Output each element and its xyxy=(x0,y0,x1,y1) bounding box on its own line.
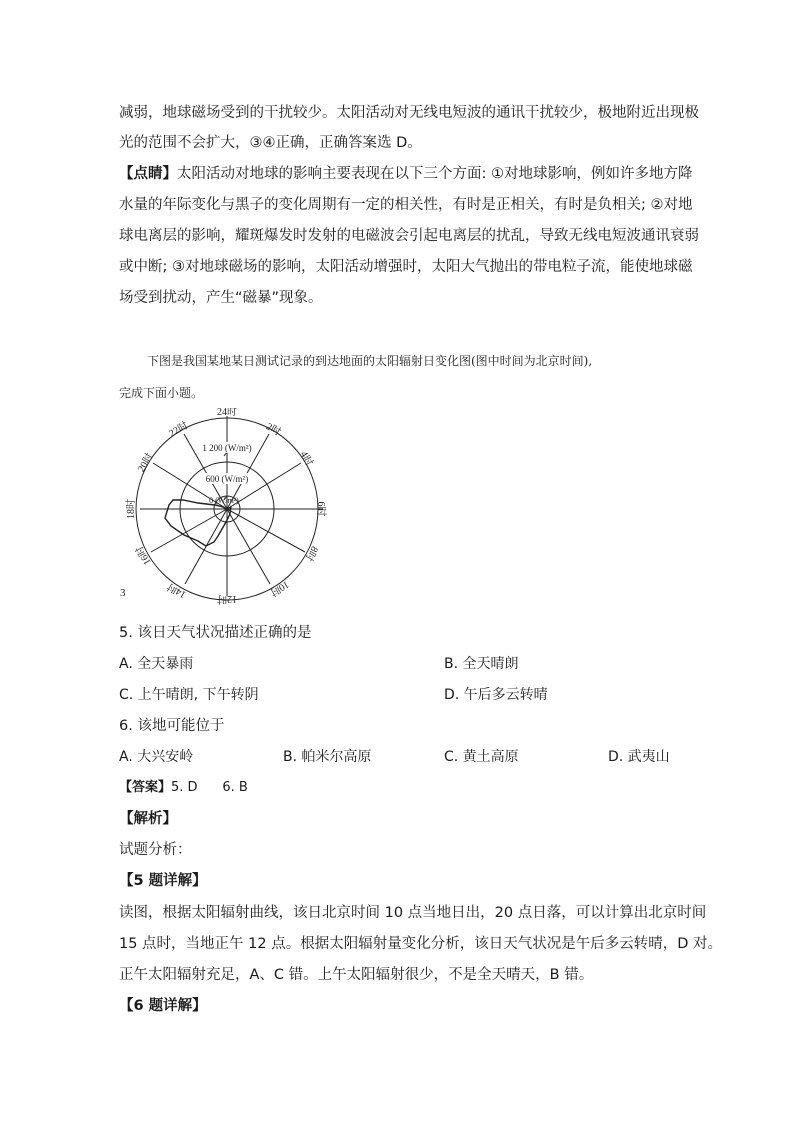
tip-line: 水量的年际变化与黑子的变化周期有一定的相关性，有时是正相关，有时是负相关; ②对地 xyxy=(119,197,693,213)
option-a: A. 全天暴雨 xyxy=(119,656,194,672)
tip-label: 【点睛】 xyxy=(119,166,177,182)
ring-label-1200: 1 200 (W/m²) xyxy=(202,443,252,453)
tip-line xyxy=(119,164,693,184)
option-d: D. 武夷山 xyxy=(608,749,670,765)
hour-label: 4时 xyxy=(297,449,315,468)
option-a: A. 大兴安岭 xyxy=(119,749,194,765)
question-stem: 5. 该日天气状况描述正确的是 xyxy=(119,625,312,641)
question-intro-line: 完成下面小题。 xyxy=(119,386,204,400)
hour-label: 12时 xyxy=(217,593,237,604)
question-intro-line: 下图是我国某地某日测试记录的到达地面的太阳辐射日变化图(图中时间为北京时间), xyxy=(147,354,593,368)
hour-axis-8 xyxy=(227,509,305,552)
hour-label: 8时 xyxy=(302,544,320,563)
corner-mark: 3 xyxy=(120,587,126,599)
option-d: D. 午后多云转晴 xyxy=(444,687,548,703)
answer-label: 【答案】 xyxy=(119,780,172,795)
hour-label: 16时 xyxy=(134,543,154,567)
answer-text: 5. D 6. B xyxy=(171,780,248,795)
hour-label: 24时 xyxy=(217,408,237,418)
option-b: B. 帕米尔高原 xyxy=(283,749,372,765)
q5-detail-label: 【5 题详解】 xyxy=(119,873,207,889)
analysis-line: 正午太阳辐射充足，A、C 错。上午太阳辐射很少，不是全天晴天，B 错。 xyxy=(119,967,594,983)
option-b: B. 全天晴朗 xyxy=(444,656,519,672)
tip-line: 场受到扰动，产生“磁暴”现象。 xyxy=(119,290,323,306)
solar-radiation-polar-diagram xyxy=(118,408,338,608)
tip-text: 太阳活动对地球的影响主要表现在以下三个方面: ①对地球影响，例如许多地方降 xyxy=(177,166,693,182)
hour-axis-16 xyxy=(151,509,227,552)
question-stem: 6. 该地可能位于 xyxy=(119,718,225,734)
paragraph-line: 光的范围不会扩大，③④正确，正确答案选 D。 xyxy=(119,135,422,151)
ring-label-0: 0 (W/m²) xyxy=(209,496,239,505)
option-c: C. 上午晴朗, 下午转阴 xyxy=(119,687,259,703)
tip-line: 球电离层的影响，耀斑爆发时发射的电磁波会引起电离层的扰乱，导致无线电短波通讯衰弱 xyxy=(119,228,699,244)
ring-label-600: 600 (W/m²) xyxy=(205,474,249,484)
answer-line xyxy=(119,778,248,798)
q6-detail-label: 【6 题详解】 xyxy=(119,998,207,1014)
hour-label: 6时 xyxy=(315,501,326,517)
paragraph-line: 减弱，地球磁场受到的干扰较少。太阳活动对无线电短波的通讯干扰较少，极地附近出现极 xyxy=(119,105,699,121)
hour-label: 18时 xyxy=(126,499,137,519)
analysis-line: 读图，根据太阳辐射曲线，该日北京时间 10 点当地日出，20 点日落，可以计算出北京时间 xyxy=(119,905,707,921)
hour-label: 14时 xyxy=(165,580,189,600)
hour-label: 22时 xyxy=(167,420,191,440)
hour-label: 20时 xyxy=(136,451,156,475)
hour-axis-10 xyxy=(227,509,270,584)
tip-line: 或中断; ③对地球磁场的影响，太阳活动增强时，太阳大气抛出的带电粒子流，能使地球磁 xyxy=(119,259,693,275)
analysis-line: 15 点时，当地正午 12 点。根据太阳辐射量变化分析，该日天气状况是午后多云转晴，D 对。 xyxy=(119,936,722,952)
radiation-curve xyxy=(165,500,231,546)
analysis-intro: 试题分析： xyxy=(119,842,192,858)
hour-label: 2时 xyxy=(264,421,283,439)
option-c: C. 黄土高原 xyxy=(444,749,519,765)
analysis-label: 【解析】 xyxy=(119,811,177,827)
hour-label: 10时 xyxy=(267,578,291,598)
